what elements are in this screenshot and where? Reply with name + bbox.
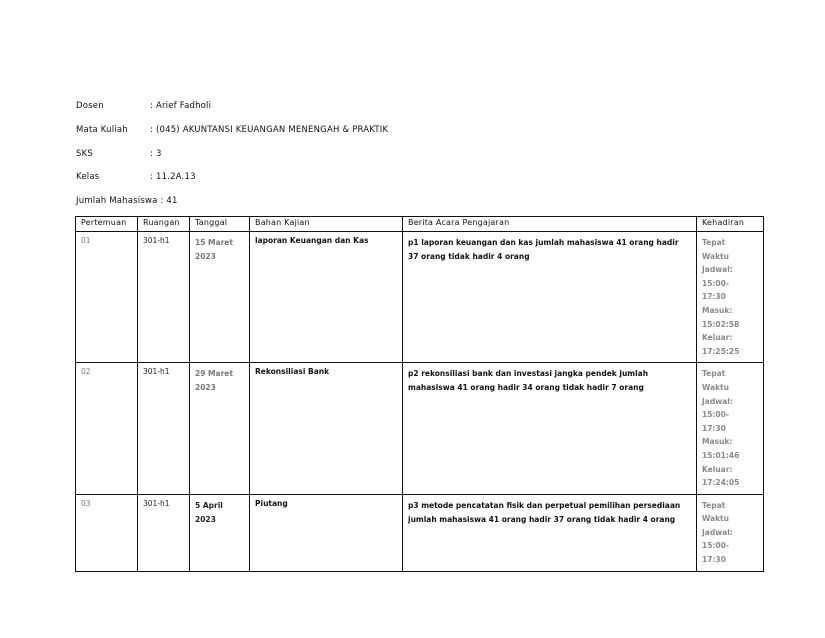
column-header: Ruangan — [138, 217, 190, 232]
berita-acara-cell: p2 rekonsiliasi bank dan investasi jangka pendek jumlah mahasiswa 41 orang hadir 34 orang tidak hadir 7 orang — [403, 363, 697, 494]
tanggal-cell: 15 Maret 2023 — [190, 232, 250, 363]
bahan-kajian-cell: laporan Keuangan dan Kas — [250, 232, 403, 363]
table-row — [76, 363, 764, 494]
berita-acara-table — [75, 216, 764, 572]
kehadiran-cell — [697, 363, 764, 494]
kehadiran-line: Masuk: — [702, 437, 733, 447]
kehadiran-line: 17:30 — [702, 423, 726, 433]
column-header: Berita Acara Pengajaran — [403, 217, 697, 232]
tanggal-cell: 29 Maret 2023 — [190, 363, 250, 494]
kehadiran-line: Waktu — [702, 251, 729, 261]
ruangan-cell: 301-h1 — [138, 494, 190, 571]
kehadiran-line: Keluar: — [702, 333, 733, 343]
dosen-value: : Arief Fadholi — [150, 101, 212, 111]
sks-value: : 3 — [150, 149, 162, 159]
pertemuan-cell: 03 — [76, 494, 138, 571]
table-row — [76, 232, 764, 363]
jumlah-mahasiswa: Jumlah Mahasiswa : 41 — [76, 196, 178, 206]
kehadiran-line: Jadwal: — [702, 265, 733, 275]
kehadiran-line: 17:24:05 — [702, 478, 740, 488]
column-header: Bahan Kajian — [250, 217, 403, 232]
kelas-label: Kelas — [76, 172, 100, 182]
kehadiran-cell — [697, 494, 764, 571]
mata-kuliah-label: Mata Kuliah — [76, 125, 128, 135]
kehadiran-line: Keluar: — [702, 464, 733, 474]
berita-acara-cell: p1 laporan keuangan dan kas jumlah mahasiswa 41 orang hadir 37 orang tidak hadir 4 orang — [403, 232, 697, 363]
pertemuan-cell: 02 — [76, 363, 138, 494]
kehadiran-line: 15:02:58 — [702, 319, 740, 329]
ruangan-cell: 301-h1 — [138, 232, 190, 363]
kelas-value: : 11.2A.13 — [150, 172, 196, 182]
tanggal-cell: 5 April 2023 — [190, 494, 250, 571]
bahan-kajian-cell: Piutang — [250, 494, 403, 571]
table-row — [76, 494, 764, 571]
kehadiran-line: 15:00- — [702, 278, 729, 288]
kehadiran-line: Jadwal: — [702, 396, 733, 406]
mata-kuliah-value: : (045) AKUNTANSI KEUANGAN MENENGAH & PRAKTIK — [150, 125, 389, 135]
table-header-row — [76, 217, 764, 232]
kehadiran-line: Tepat — [702, 238, 726, 247]
kehadiran-line: 15:01:46 — [702, 450, 740, 460]
kehadiran-line: 15:00- — [702, 541, 729, 551]
kehadiran-line: Tepat — [702, 500, 726, 510]
kehadiran-line: Waktu — [702, 514, 729, 524]
kehadiran-cell — [697, 232, 764, 363]
kehadiran-line: 17:30 — [702, 292, 726, 302]
kehadiran-line: 17:25:25 — [702, 346, 740, 356]
kehadiran-line: Masuk: — [702, 305, 733, 315]
bahan-kajian-cell: Rekonsiliasi Bank — [250, 363, 403, 494]
column-header: Kehadiran — [697, 217, 764, 232]
sks-label: SKS — [76, 149, 93, 159]
column-header: Tanggal — [190, 217, 250, 232]
berita-acara-cell: p3 metode pencatatan fisik dan perpetual pemilihan persediaan jumlah mahasiswa 41 orang hadir 37 orang tidak hadir 4 orang — [403, 494, 697, 571]
ruangan-cell: 301-h1 — [138, 363, 190, 494]
column-header: Pertemuan — [76, 217, 138, 232]
kehadiran-line: Jadwal: — [702, 527, 733, 537]
dosen-label: Dosen — [76, 101, 104, 111]
pertemuan-cell: 01 — [76, 232, 138, 363]
kehadiran-line: 17:30 — [702, 555, 726, 565]
kehadiran-line: Tepat — [702, 369, 726, 379]
kehadiran-line: Waktu — [702, 382, 729, 392]
kehadiran-line: 15:00- — [702, 410, 729, 420]
